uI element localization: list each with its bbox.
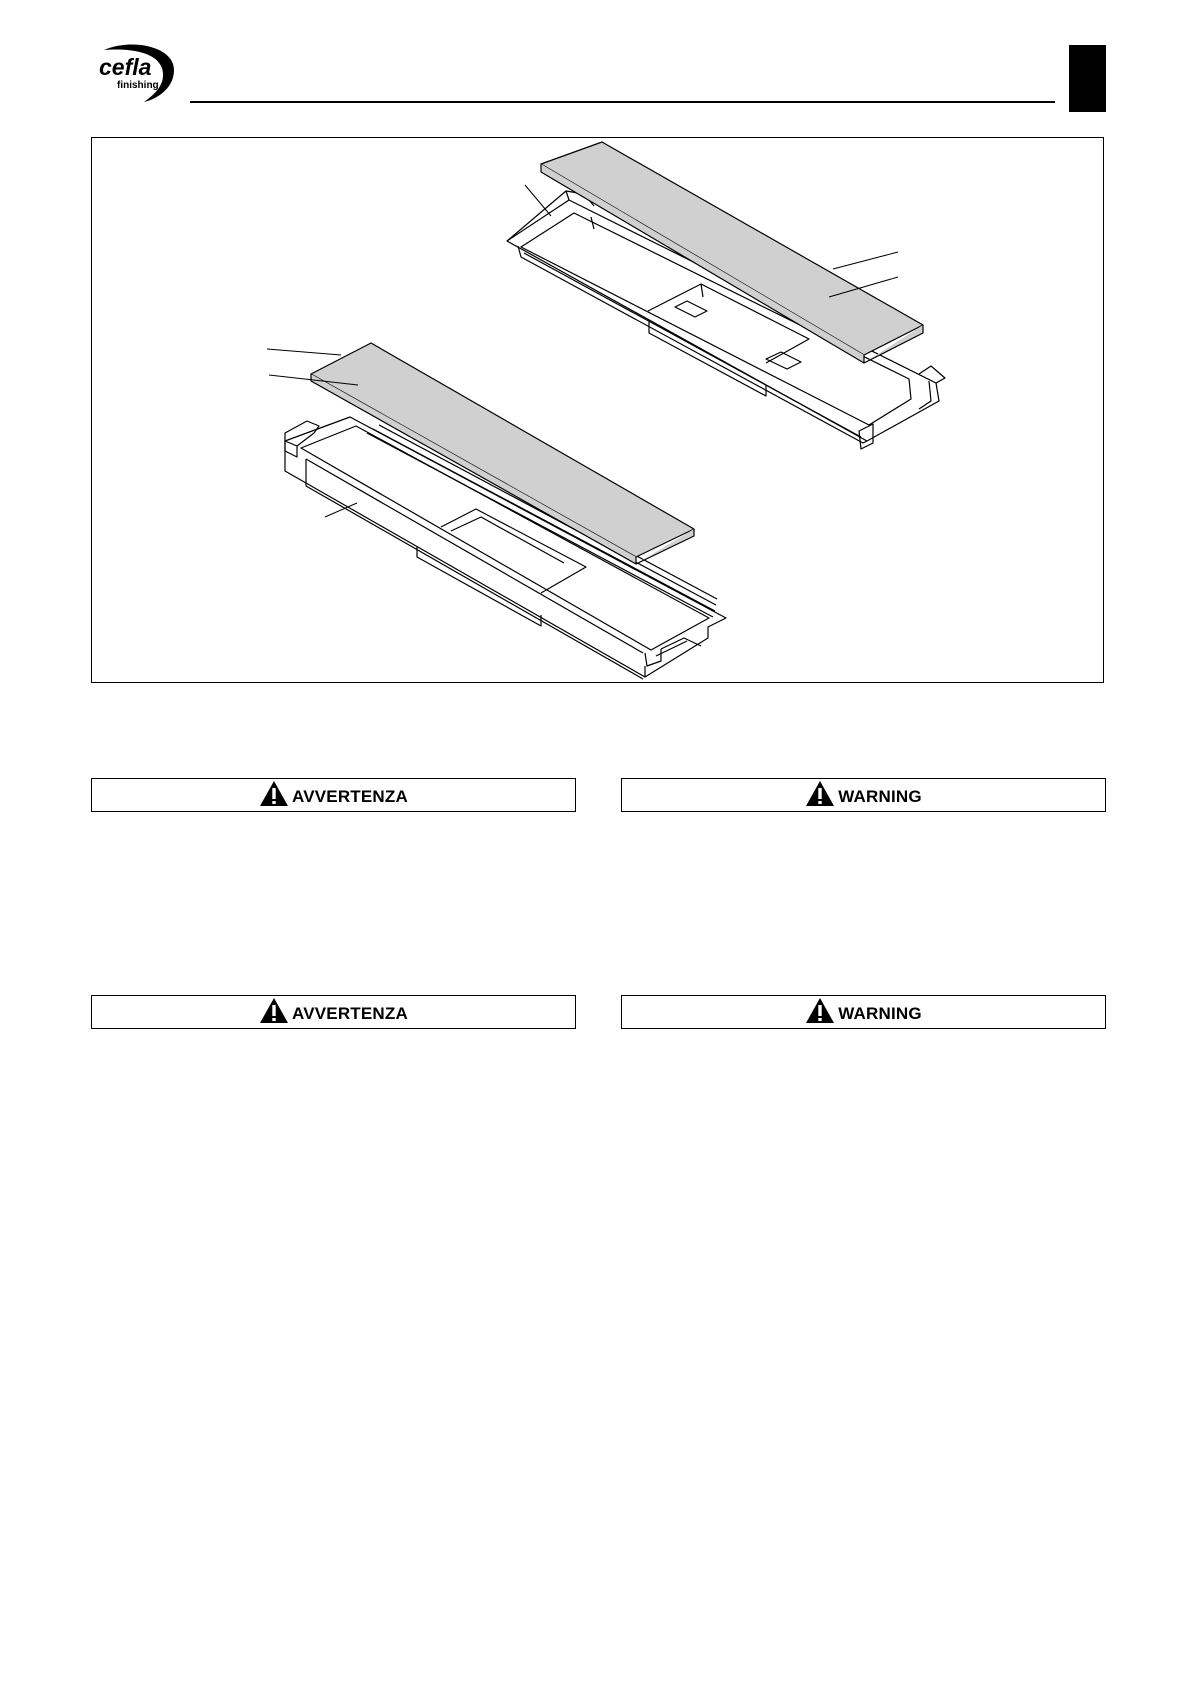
leader-line-upper-panel-edge bbox=[833, 252, 898, 269]
warning-label: WARNING bbox=[838, 1004, 922, 1023]
header-rule bbox=[190, 101, 1055, 103]
warning-box-warning-1 bbox=[621, 778, 1106, 812]
warning-box-warning-2 bbox=[621, 995, 1106, 1029]
warning-triangle-icon bbox=[259, 997, 289, 1024]
warning-label: AVVERTENZA bbox=[292, 787, 408, 806]
warning-triangle-icon bbox=[805, 997, 835, 1024]
section-tab-marker bbox=[1069, 45, 1106, 112]
warning-triangle-icon bbox=[259, 780, 289, 807]
warning-box-avvertenza-1 bbox=[91, 778, 576, 812]
warning-label: AVVERTENZA bbox=[292, 1004, 408, 1023]
warning-box-avvertenza-2 bbox=[91, 995, 576, 1029]
cefla-logo bbox=[96, 42, 178, 102]
leader-line-upper-tray bbox=[525, 185, 551, 216]
figure-frame bbox=[91, 137, 1104, 683]
logo-tagline-text: finishing bbox=[117, 80, 159, 91]
warning-triangle-icon bbox=[805, 780, 835, 807]
warning-label: WARNING bbox=[838, 787, 922, 806]
leader-line-lower-panel-edge bbox=[267, 349, 341, 355]
logo-brand-text: cefla bbox=[99, 54, 152, 80]
trays-illustration bbox=[92, 138, 1104, 683]
